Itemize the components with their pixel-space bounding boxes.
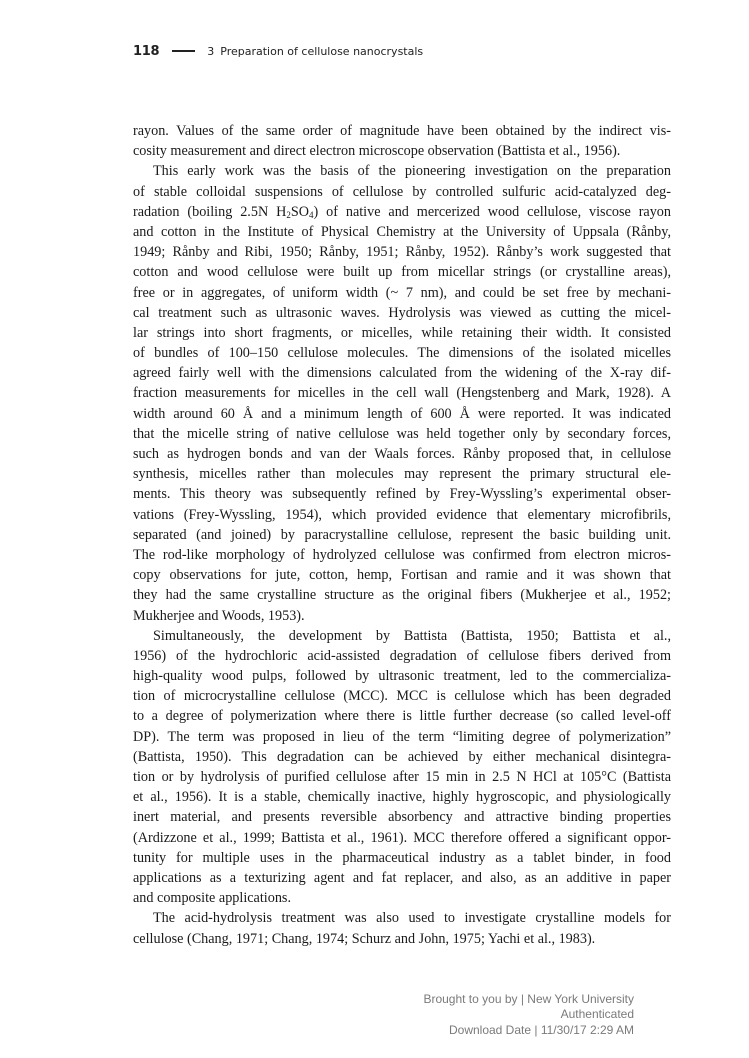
text-line: free or in aggregates, of uniform width (~ 7 nm), and could be set free by mechani- [133,284,671,301]
text-fragment: ) of native and mercerized wood cellulose, viscose rayon [313,203,671,220]
paragraph-first-line: This early work was the basis of the pioneering investigation on the preparation [153,163,671,180]
download-watermark [423,992,634,1038]
text-line: (Battista, 1950). This degradation can be achieved by either mechanical disintegra- [133,748,671,765]
text-line: cellulose (Chang, 1971; Chang, 1974; Schurz and John, 1975; Yachi et al., 1983). [133,930,596,947]
watermark-download-date: Download Date | 11/30/17 2:29 AM [448,1022,634,1037]
text-line: synthesis, micelles rather than molecules may represent the primary structural ele- [133,466,671,483]
paragraph-first-line: The acid-hydrolysis treatment was also used to investigate crystalline models for [153,910,671,927]
chapter-number: 3 [207,44,215,58]
text-line: DP). The term was proposed in lieu of the term “limiting degree of polymerization” [133,728,671,745]
page-number: 118 [133,43,160,59]
text-fragment: SO [290,203,309,220]
header-rule [172,50,195,52]
text-line: high-quality wood pulps, followed by ultrasonic treatment, led to the commercializa- [133,668,671,685]
watermark-authenticated: Authenticated [560,1007,634,1022]
text-line: agreed fairly well with the dimensions calculated from the widening of the X-ray dif- [133,365,671,382]
text-line: The rod-like morphology of hydrolyzed cellulose was confirmed from electron micros- [133,546,671,563]
text-line: rayon. Values of the same order of magnitude have been obtained by the indirect vis- [133,123,671,139]
text-line: 1949; Rånby and Ribi, 1950; Rånby, 1951; Rånby, 1952). Rånby’s work suggested that [133,244,671,261]
text-line: width around 60 Å and a minimum length of 600 Å were reported. It was indicated [133,405,671,422]
text-line: applications as a texturizing agent and fat replacer, and also, as an additive in paper [133,869,671,886]
text-line: that the micelle string of native cellulose was held together only by secondary forces, [133,425,671,442]
text-line: separated (and joined) by paracrystalline cellulose, represent the basic building unit. [133,526,671,543]
text-line: and composite applications. [133,890,291,907]
text-line: and cotton in the Institute of Physical Chemistry at the University of Uppsala (Rånby, [133,223,671,240]
text-line: et al., 1956). It is a stable, chemically inactive, highly hygroscopic, and physiologically [133,789,671,806]
text-line: tion of microcrystalline cellulose (MCC). MCC is cellulose which has been degraded [133,688,671,705]
text-line: tunity for multiple uses in the pharmaceutical industry as a tablet binder, in food [133,849,671,866]
text-line: vations (Frey-Wyssling, 1954), which provided evidence that elementary microfibrils, [133,506,671,523]
subscript: 4 [309,209,314,220]
text-line: copy observations for jute, cotton, hemp, Fortisan and ramie and it was shown that [133,567,671,584]
body-text [133,121,671,949]
chapter-title: Preparation of cellulose nanocrystals [220,44,424,58]
text-line: of stable colloidal suspensions of cellulose by controlled sulfuric acid-catalyzed deg- [133,183,671,200]
text-fragment: radation (boiling 2.5N H [133,203,287,220]
text-line: 1956) of the hydrochloric acid-assisted degradation of cellulose fibers derived from [133,647,671,664]
text-line: cal treatment such as ultrasonic waves. Hydrolysis was viewed as cutting the micel- [133,304,671,321]
text-line: cosity measurement and direct electron microscope observation (Battista et al., 1956). [133,143,621,160]
text-line: inert material, and presents reversible absorbency and attractive binding properties [133,809,671,826]
text-line: to a degree of polymerization where there is little further decrease (so called level-off [133,708,671,725]
text-line: of bundles of 100–150 cellulose molecules. The dimensions of the isolated micelles [133,345,671,362]
subscript: 2 [286,209,291,220]
text-line: tion or by hydrolysis of purified cellulose after 15 min in 2.5 N HCl at 105°C (Battista [133,769,671,785]
text-line: ments. This theory was subsequently refined by Frey-Wyssling’s experimental obser- [133,486,671,503]
text-line: lar strings into short fragments, or micelles, while retaining their width. It consisted [133,324,671,341]
text-line [133,202,671,222]
running-header [133,41,423,61]
text-line: fraction measurements for micelles in the cell wall (Hengstenberg and Mark, 1928). A [133,385,671,402]
text-line: (Ardizzone et al., 1999; Battista et al., 1961). MCC therefore offered a significant oppor- [133,829,671,846]
text-line: cotton and wood cellulose were built up from micellar strings (or crystalline areas), [133,264,671,281]
chapter-heading [207,45,423,58]
text-line: Mukherjee and Woods, 1953). [133,607,305,624]
paragraph-first-line: Simultaneously, the development by Battista (Battista, 1950; Battista et al., [153,627,671,644]
text-line: they had the same crystalline structure as the original fibers (Mukherjee et al., 1952; [133,587,671,604]
text-line: such as hydrogen bonds and van der Waals forces. Rånby proposed that, in cellulose [133,446,671,462]
watermark-provider: Brought to you by | New York University [423,992,634,1006]
